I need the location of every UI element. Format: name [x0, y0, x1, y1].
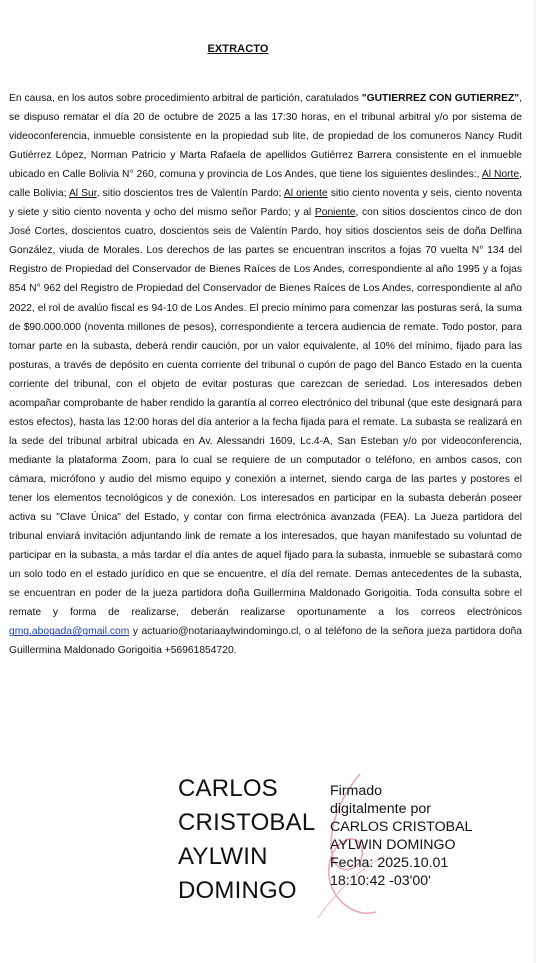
signer-name-line: CARLOS: [178, 775, 278, 802]
signature-detail-line: digitalmente por: [330, 801, 431, 818]
body-part-c: , sitio doscientos tres de Valentín Pardo;: [96, 188, 284, 200]
signer-name-line: AYLWIN: [178, 843, 268, 870]
intro-text: En causa, en los autos sobre procedimiento arbitral de partición, caratulados: [9, 93, 362, 104]
signature-detail-line: Firmado: [330, 783, 383, 799]
boundary-west-label: Poniente: [314, 207, 356, 219]
signature-detail-line: AYLWIN DOMINGO: [330, 837, 456, 854]
body-part-d: sitio ciento noventa y seis, ciento noventa y siete y sitio ciento noventa y ocho del mismo señor Pardo; y al: [9, 188, 522, 219]
body-part-b: , calle Bolivia;: [9, 169, 522, 200]
signature-detail-line: CARLOS CRISTOBAL: [330, 819, 473, 836]
signer-name: [178, 772, 315, 908]
signer-name-line: CRISTOBAL: [178, 809, 316, 836]
boundary-east-label: Al oriente: [283, 188, 328, 200]
body-part-a: , se dispuso rematar el día 20 de octubre de 2025 a las 17:30 horas, en el tribunal arbitral y/o por sistema de videoconferencia, inmueble consistente en la propiedad sub lite, de propiedad de los comuneros Nancy Rudit Gutiérrez López, Norman Patricio y Marta Rafaela de apellidos Gutiérrez Barrera consistente en el inmueble ubicado en Calle Bolivia N° 260, comuna y provincia de Los Andes, que tiene los siguientes deslindes:,: [9, 93, 522, 181]
email-link[interactable]: gmg.abogada@gmail.com: [9, 626, 130, 638]
case-name: "GUTIERREZ CON GUTIERREZ": [361, 93, 520, 104]
boundary-north-label: Al Norte: [481, 169, 520, 181]
digital-signature: [178, 770, 508, 930]
body-part-e: , con sitios doscientos cinco de don José Cortes, doscientos cuatro, doscientos seis de Valentín Pardo, hoy sitios doscientos seis de doña Delfina González, viuda de Morales. Los derechos de las partes se encuentran inscritos a fojas 70 vuelta N° 134 del Registro de Propiedad del Conservador de Bienes Raíces de Los Andes, correspondiente al año 1995 y a fojas 854 N° 962 del Registro de Propiedad del Conservador de Bienes Raíces de Los Andes, correspondiente al año 2022, el rol de avalúo fiscal es 94-10 de Los Andes. El precio mínimo para comenzar las posturas será, la suma de $90.000.000 (noventa millones de pesos), correspondiente a tercera audiencia de remate. Todo postor, para tomar parte en la subasta, deberá rendir caución, por un valor equivalente, al 10% del mínimo, fijado para las posturas, a través de depósito en cuenta corriente del tribunal o cupón de pago del Banco Estado en la cuenta corriente del tribunal, con el objeto de evitar posturas que carezcan de seriedad. Los interesados deben acompañar comprobante de haber rendido la garantía al correo electrónico del tribunal (que este designará para estos efectos), hasta las 12:00 horas del día anterior a la fecha fijada para el remate. La subasta se realizará en la sede del tribunal arbitral ubicada en Av. Alessandri 1609, Lc.4-A, San Esteban y/o por videoconferencia, mediante la plataforma Zoom, para lo cual se requiere de un computador o teléfono, en ambos casos, con cámara, micrófono y audio del mismo equipo y conexión a internet, siendo carga de las partes y postores el tener los elementos tecnológicos y de conexión. Los interesados en participar en la subasta deberán poseer activa su "Clave Única" del Estado, y contar con firma electrónica avanzada (FEA). La Jueza partidora del tribunal enviará invitación adjuntando link de remate a los interesados, que hayan manifestado su voluntad de participar en la subasta, a más tardar el día antes de aquel fijado para la subasta, inmueble se subastará como un solo todo en el estado jurídico en que se encuentre, el día del remate. Demas antecedentes de la subasta, se encuentran en poder de la jueza partidora doña Guillermina Maldonado Gorigoitia. Toda consulta sobre el remate y forma de realizarse, deberán realizarse oportunamente a los correos electrónicos: [9, 207, 522, 619]
signer-name-line: DOMINGO: [178, 877, 297, 904]
signature-details: [330, 782, 472, 891]
body-part-f: y actuario@notariaaylwindomingo.cl, o al teléfono de la señora jueza partidora doña Guillermina Maldonado Gorigoitia +56961854720.: [9, 626, 522, 657]
boundary-south-label: Al Sur: [68, 188, 97, 200]
page-edge: [530, 0, 536, 963]
document-title: EXTRACTO: [207, 43, 269, 55]
signature-detail-line: 18:10:42 -03'00': [330, 873, 431, 890]
extract-body: [9, 89, 522, 660]
signature-detail-line: Fecha: 2025.10.01: [330, 855, 449, 872]
